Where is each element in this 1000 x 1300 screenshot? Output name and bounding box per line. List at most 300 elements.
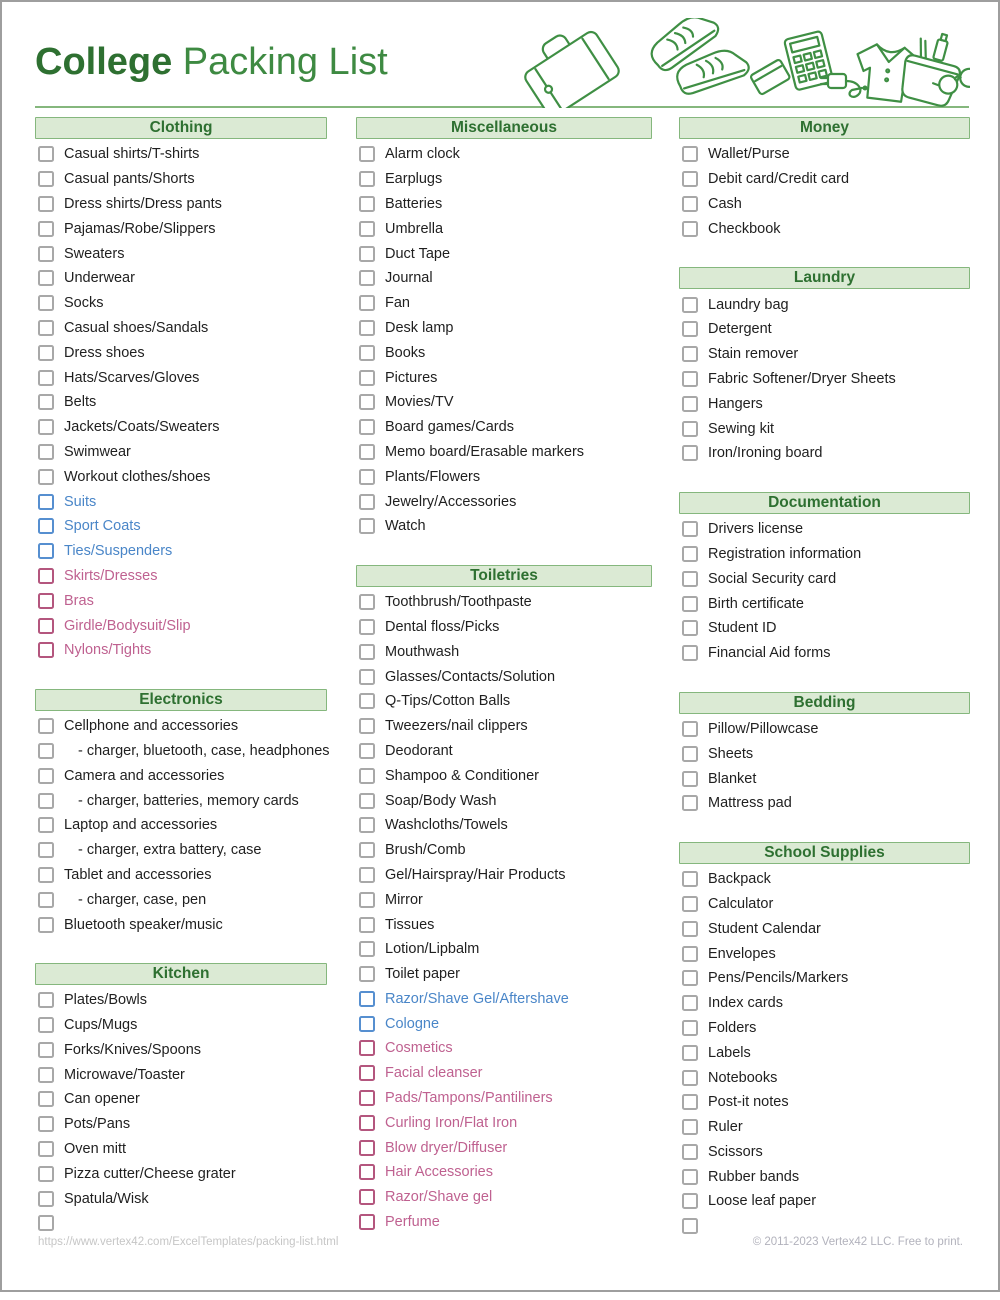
item-label: Mouthwash xyxy=(385,643,460,660)
checkbox[interactable] xyxy=(682,596,698,612)
checkbox[interactable] xyxy=(359,966,375,982)
section-header: Laundry xyxy=(679,267,970,289)
checklist-item xyxy=(35,539,327,564)
checkbox[interactable] xyxy=(682,1020,698,1036)
item-label: Folders xyxy=(708,1019,757,1036)
checkbox[interactable] xyxy=(359,1016,375,1032)
item-label: Movies/TV xyxy=(385,394,454,411)
checkbox[interactable] xyxy=(359,892,375,908)
checklist-item xyxy=(35,266,327,291)
checklist-item xyxy=(35,714,327,739)
checkbox[interactable] xyxy=(38,320,54,336)
item-label: Gel/Hairspray/Hair Products xyxy=(385,866,566,883)
checklist-item xyxy=(356,1061,652,1086)
checklist-item xyxy=(679,1214,970,1239)
item-label: Bluetooth speaker/music xyxy=(64,916,223,933)
checkbox[interactable] xyxy=(38,196,54,212)
checklist-item xyxy=(35,1087,327,1112)
checkbox[interactable] xyxy=(682,620,698,636)
checklist-item xyxy=(679,542,970,567)
checkbox[interactable] xyxy=(38,146,54,162)
checkbox[interactable] xyxy=(359,320,375,336)
item-label: Debit card/Credit card xyxy=(708,171,850,188)
section-toiletries xyxy=(356,565,652,1235)
checkbox[interactable] xyxy=(359,1189,375,1205)
checklist-item xyxy=(679,966,970,991)
checkbox[interactable] xyxy=(359,1164,375,1180)
checkbox[interactable] xyxy=(359,345,375,361)
checklist-item xyxy=(356,763,652,788)
checkbox[interactable] xyxy=(38,917,54,933)
checkbox[interactable] xyxy=(359,718,375,734)
checklist-item xyxy=(35,1211,327,1236)
item-label: Watch xyxy=(385,518,426,535)
item-label: Student Calendar xyxy=(708,920,821,937)
checkbox[interactable] xyxy=(682,1144,698,1160)
page-title-bold: College xyxy=(35,41,173,83)
item-label: Stain remover xyxy=(708,346,799,363)
checklist-item xyxy=(679,292,970,317)
checkbox[interactable] xyxy=(359,295,375,311)
checklist-item xyxy=(35,788,327,813)
item-label: Index cards xyxy=(708,995,783,1012)
checkbox[interactable] xyxy=(682,396,698,412)
checkbox[interactable] xyxy=(359,246,375,262)
checkbox[interactable] xyxy=(38,568,54,584)
checkbox[interactable] xyxy=(359,494,375,510)
calculator-icon xyxy=(784,31,833,91)
checklist-item xyxy=(35,415,327,440)
section-kitchen xyxy=(35,963,327,1236)
checkbox[interactable] xyxy=(38,469,54,485)
checklist-item xyxy=(679,167,970,192)
checklist-item xyxy=(356,962,652,987)
checkbox[interactable] xyxy=(359,196,375,212)
section-laundry xyxy=(679,267,970,466)
checkbox[interactable] xyxy=(682,1193,698,1209)
item-label: Desk lamp xyxy=(385,319,454,336)
checklist-item xyxy=(679,416,970,441)
checkbox[interactable] xyxy=(38,743,54,759)
checklist-item xyxy=(679,566,970,591)
item-label: Detergent xyxy=(708,321,772,338)
checkbox[interactable] xyxy=(38,295,54,311)
checkbox[interactable] xyxy=(38,892,54,908)
checkbox[interactable] xyxy=(359,867,375,883)
checklist-item xyxy=(35,1038,327,1063)
checkbox[interactable] xyxy=(38,1141,54,1157)
checkbox[interactable] xyxy=(682,146,698,162)
checkbox[interactable] xyxy=(38,518,54,534)
checklist-item xyxy=(356,390,652,415)
item-label: Blow dryer/Diffuser xyxy=(385,1139,508,1156)
item-label: Hats/Scarves/Gloves xyxy=(64,369,200,386)
checklist-item xyxy=(356,415,652,440)
column-3 xyxy=(679,117,970,1239)
checkbox[interactable] xyxy=(359,1040,375,1056)
column-1 xyxy=(35,117,330,1236)
checkbox[interactable] xyxy=(38,494,54,510)
item-label: Dress shoes xyxy=(64,344,145,361)
checkbox[interactable] xyxy=(38,867,54,883)
checkbox[interactable] xyxy=(359,941,375,957)
checkbox[interactable] xyxy=(682,196,698,212)
checklist-item xyxy=(35,1062,327,1087)
item-label: Sport Coats xyxy=(64,518,141,535)
checkbox[interactable] xyxy=(682,946,698,962)
section-money xyxy=(679,117,970,241)
checkbox[interactable] xyxy=(682,771,698,787)
checklist-item xyxy=(356,489,652,514)
item-label: Notebooks xyxy=(708,1069,778,1086)
checkbox[interactable] xyxy=(359,743,375,759)
checklist-item xyxy=(356,887,652,912)
checkbox[interactable] xyxy=(682,921,698,937)
item-label: - charger, extra battery, case xyxy=(78,842,262,859)
checkbox[interactable] xyxy=(359,469,375,485)
checkbox[interactable] xyxy=(682,1169,698,1185)
item-label: Plants/Flowers xyxy=(385,468,481,485)
item-label: Forks/Knives/Spoons xyxy=(64,1041,202,1058)
checkbox[interactable] xyxy=(682,970,698,986)
checkbox[interactable] xyxy=(38,618,54,634)
item-label: Nylons/Tights xyxy=(64,642,152,659)
checklist-item xyxy=(35,514,327,539)
section-header: Miscellaneous xyxy=(356,117,652,139)
item-label: Cologne xyxy=(385,1015,440,1032)
item-label: - charger, batteries, memory cards xyxy=(78,792,299,809)
checkbox[interactable] xyxy=(682,445,698,461)
checklist-item xyxy=(356,1160,652,1185)
item-label: Checkbook xyxy=(708,220,781,237)
checkbox[interactable] xyxy=(38,394,54,410)
item-label: Tweezers/nail clippers xyxy=(385,718,528,735)
item-label: Toothbrush/Toothpaste xyxy=(385,594,532,611)
checkbox[interactable] xyxy=(38,1166,54,1182)
checklist-item xyxy=(35,340,327,365)
item-label: Sweaters xyxy=(64,245,125,262)
checklist-item xyxy=(35,489,327,514)
checkbox[interactable] xyxy=(38,842,54,858)
checkbox[interactable] xyxy=(38,817,54,833)
item-label: Labels xyxy=(708,1044,751,1061)
checkbox[interactable] xyxy=(38,1191,54,1207)
checklist-item xyxy=(679,591,970,616)
checklist-item xyxy=(356,192,652,217)
checklist-item xyxy=(356,266,652,291)
checkbox[interactable] xyxy=(38,1067,54,1083)
checklist-item xyxy=(356,167,652,192)
checklist-item xyxy=(35,316,327,341)
checklist-item xyxy=(356,365,652,390)
checklist-item xyxy=(679,791,970,816)
checklist-item xyxy=(356,1086,652,1111)
checkbox[interactable] xyxy=(359,817,375,833)
packing-items-illustration xyxy=(522,18,970,108)
checklist-item xyxy=(35,912,327,937)
card-icon xyxy=(750,59,790,95)
checklist-item xyxy=(35,638,327,663)
item-label: Earplugs xyxy=(385,171,443,188)
checklist-item xyxy=(679,1040,970,1065)
checklist-item xyxy=(356,340,652,365)
checklist-item xyxy=(35,192,327,217)
checkbox[interactable] xyxy=(359,693,375,709)
section-documentation xyxy=(679,492,970,666)
checkbox[interactable] xyxy=(682,521,698,537)
checkbox[interactable] xyxy=(38,171,54,187)
item-label: Swimwear xyxy=(64,443,131,460)
checkbox[interactable] xyxy=(682,896,698,912)
checkbox[interactable] xyxy=(682,1094,698,1110)
checkbox[interactable] xyxy=(38,593,54,609)
checkbox[interactable] xyxy=(359,444,375,460)
item-label: Financial Aid forms xyxy=(708,645,831,662)
section-clothing xyxy=(35,117,327,663)
checklist-item xyxy=(35,241,327,266)
checklist-item xyxy=(356,813,652,838)
item-label: Glasses/Contacts/Solution xyxy=(385,668,556,685)
item-label: - charger, bluetooth, case, headphones xyxy=(78,742,330,759)
checklist-item xyxy=(679,717,970,742)
checklist-item xyxy=(679,991,970,1016)
item-label: Suits xyxy=(64,493,97,510)
checkbox[interactable] xyxy=(38,1042,54,1058)
checkbox[interactable] xyxy=(359,370,375,386)
footer-copyright: © 2011-2023 Vertex42 LLC. Free to print. xyxy=(752,1236,963,1248)
checkbox[interactable] xyxy=(682,546,698,562)
item-label: Underwear xyxy=(64,270,135,287)
checklist-item xyxy=(356,863,652,888)
checklist-item xyxy=(356,788,652,813)
checkbox[interactable] xyxy=(359,842,375,858)
checklist-item xyxy=(35,1137,327,1162)
item-label: Pots/Pans xyxy=(64,1116,131,1133)
checkbox[interactable] xyxy=(682,1070,698,1086)
checkbox[interactable] xyxy=(359,991,375,1007)
checklist-item xyxy=(356,440,652,465)
checkbox[interactable] xyxy=(359,419,375,435)
checkbox[interactable] xyxy=(359,619,375,635)
checklist-item xyxy=(679,142,970,167)
checklist-item xyxy=(356,216,652,241)
item-label: Can opener xyxy=(64,1091,140,1108)
item-label: Memo board/Erasable markers xyxy=(385,443,585,460)
checkbox[interactable] xyxy=(38,992,54,1008)
item-label: Pizza cutter/Cheese grater xyxy=(64,1165,236,1182)
checklist-item xyxy=(356,714,652,739)
checkbox[interactable] xyxy=(359,793,375,809)
section-electronics xyxy=(35,689,330,937)
checkbox[interactable] xyxy=(38,221,54,237)
suitcase-icon xyxy=(522,18,621,108)
checklist-item xyxy=(356,664,652,689)
item-label: Mattress pad xyxy=(708,795,792,812)
item-label: Sheets xyxy=(708,745,754,762)
checkbox[interactable] xyxy=(38,718,54,734)
checkbox[interactable] xyxy=(682,746,698,762)
checklist-item xyxy=(35,1013,327,1038)
checkbox[interactable] xyxy=(682,321,698,337)
checklist-item xyxy=(356,514,652,539)
checklist-item xyxy=(35,1186,327,1211)
checkbox[interactable] xyxy=(38,1017,54,1033)
checkbox[interactable] xyxy=(38,270,54,286)
checkbox[interactable] xyxy=(359,1214,375,1230)
checklist-item xyxy=(356,142,652,167)
item-label: Razor/Shave Gel/Aftershave xyxy=(385,990,569,1007)
checkbox[interactable] xyxy=(359,1090,375,1106)
checklist-item xyxy=(679,441,970,466)
checklist-item xyxy=(679,941,970,966)
item-label: Washcloths/Towels xyxy=(385,817,508,834)
checkbox[interactable] xyxy=(38,1116,54,1132)
item-label: Cosmetics xyxy=(385,1040,453,1057)
checkbox[interactable] xyxy=(359,518,375,534)
checkbox[interactable] xyxy=(682,995,698,1011)
checkbox[interactable] xyxy=(359,221,375,237)
checkbox[interactable] xyxy=(682,645,698,661)
item-label: Birth certificate xyxy=(708,595,804,612)
checkbox[interactable] xyxy=(38,642,54,658)
checklist-item xyxy=(35,142,327,167)
checkbox[interactable] xyxy=(682,221,698,237)
checkbox[interactable] xyxy=(359,644,375,660)
item-label: Workout clothes/shoes xyxy=(64,468,211,485)
item-label: Envelopes xyxy=(708,945,776,962)
section-header: Clothing xyxy=(35,117,327,139)
checklist-item xyxy=(679,317,970,342)
checkbox[interactable] xyxy=(682,171,698,187)
checkbox[interactable] xyxy=(682,297,698,313)
checklist-item xyxy=(679,916,970,941)
checklist-item xyxy=(35,216,327,241)
item-label: Blanket xyxy=(708,770,757,787)
checkbox[interactable] xyxy=(682,571,698,587)
item-label: - charger, case, pen xyxy=(78,891,207,908)
checkbox[interactable] xyxy=(359,669,375,685)
item-label: Cash xyxy=(708,195,742,212)
footer-url: https://www.vertex42.com/ExcelTemplates/packing-list.html xyxy=(38,1236,339,1248)
checklist-item xyxy=(35,863,327,888)
item-label: Pads/Tampons/Pantiliners xyxy=(385,1090,553,1107)
checkbox[interactable] xyxy=(38,1215,54,1231)
checklist-item xyxy=(356,838,652,863)
checkbox[interactable] xyxy=(682,1218,698,1234)
item-label: Books xyxy=(385,344,426,361)
checkbox[interactable] xyxy=(38,768,54,784)
checkbox[interactable] xyxy=(359,917,375,933)
item-label: Razor/Shave gel xyxy=(385,1189,493,1206)
checkbox[interactable] xyxy=(38,246,54,262)
section-header: Documentation xyxy=(679,492,970,514)
checkbox[interactable] xyxy=(359,1115,375,1131)
checkbox[interactable] xyxy=(38,793,54,809)
checkbox[interactable] xyxy=(38,370,54,386)
checkbox[interactable] xyxy=(682,1119,698,1135)
checklist-item xyxy=(679,391,970,416)
item-label: Socks xyxy=(64,295,104,312)
item-label: Fan xyxy=(385,295,410,312)
checkbox[interactable] xyxy=(682,421,698,437)
checkbox[interactable] xyxy=(682,871,698,887)
checkbox[interactable] xyxy=(38,419,54,435)
checklist-item xyxy=(356,291,652,316)
checkbox[interactable] xyxy=(359,146,375,162)
item-label: Rubber bands xyxy=(708,1168,800,1185)
item-label: Curling Iron/Flat Iron xyxy=(385,1114,518,1131)
page-title xyxy=(35,42,388,84)
checklist-item xyxy=(356,1210,652,1235)
item-label: Scissors xyxy=(708,1143,763,1160)
checkbox[interactable] xyxy=(38,345,54,361)
checklist-item xyxy=(35,813,327,838)
checkbox[interactable] xyxy=(682,1045,698,1061)
item-label: Registration information xyxy=(708,545,862,562)
checklist-item xyxy=(679,1016,970,1041)
item-label: Mirror xyxy=(385,891,423,908)
section-header: Bedding xyxy=(679,692,970,714)
checklist-item xyxy=(679,766,970,791)
checkbox[interactable] xyxy=(359,394,375,410)
checkbox[interactable] xyxy=(359,270,375,286)
toiletry-bag-icon xyxy=(897,27,969,108)
checkbox[interactable] xyxy=(682,721,698,737)
checkbox[interactable] xyxy=(682,371,698,387)
section-school-supplies xyxy=(679,842,970,1239)
item-label: Soap/Body Wash xyxy=(385,792,497,809)
checkbox[interactable] xyxy=(38,444,54,460)
item-label: Iron/Ironing board xyxy=(708,445,823,462)
checklist-item xyxy=(679,216,970,241)
column-2 xyxy=(356,117,652,1234)
item-label: Pictures xyxy=(385,369,438,386)
checkbox[interactable] xyxy=(359,1065,375,1081)
item-label: Drivers license xyxy=(708,521,804,538)
checklist-item xyxy=(679,1065,970,1090)
item-label: Microwave/Toaster xyxy=(64,1066,185,1083)
checklist-item xyxy=(35,1161,327,1186)
checklist-item xyxy=(679,192,970,217)
checkbox[interactable] xyxy=(359,171,375,187)
section-header: Toiletries xyxy=(356,565,652,587)
item-label: Belts xyxy=(64,394,97,411)
checklist-item xyxy=(356,912,652,937)
checkbox[interactable] xyxy=(682,346,698,362)
item-label: Calculator xyxy=(708,895,774,912)
checkbox[interactable] xyxy=(682,795,698,811)
checkbox[interactable] xyxy=(359,1140,375,1156)
checklist-item xyxy=(679,1140,970,1165)
checklist-item xyxy=(35,763,327,788)
checkbox[interactable] xyxy=(38,543,54,559)
checklist-item xyxy=(35,988,327,1013)
section-header: School Supplies xyxy=(679,842,970,864)
checkbox[interactable] xyxy=(38,1091,54,1107)
page-title-rest: Packing List xyxy=(172,41,388,83)
checklist-item xyxy=(679,641,970,666)
checkbox[interactable] xyxy=(359,768,375,784)
item-label: Skirts/Dresses xyxy=(64,567,158,584)
checkbox[interactable] xyxy=(359,594,375,610)
item-label: Jackets/Coats/Sweaters xyxy=(64,419,220,436)
item-label: Fabric Softener/Dryer Sheets xyxy=(708,370,896,387)
item-label: Cups/Mugs xyxy=(64,1017,138,1034)
checklist-item xyxy=(356,639,652,664)
checklist-item xyxy=(356,1011,652,1036)
checklist-item xyxy=(356,1110,652,1135)
checklist-item xyxy=(679,1164,970,1189)
